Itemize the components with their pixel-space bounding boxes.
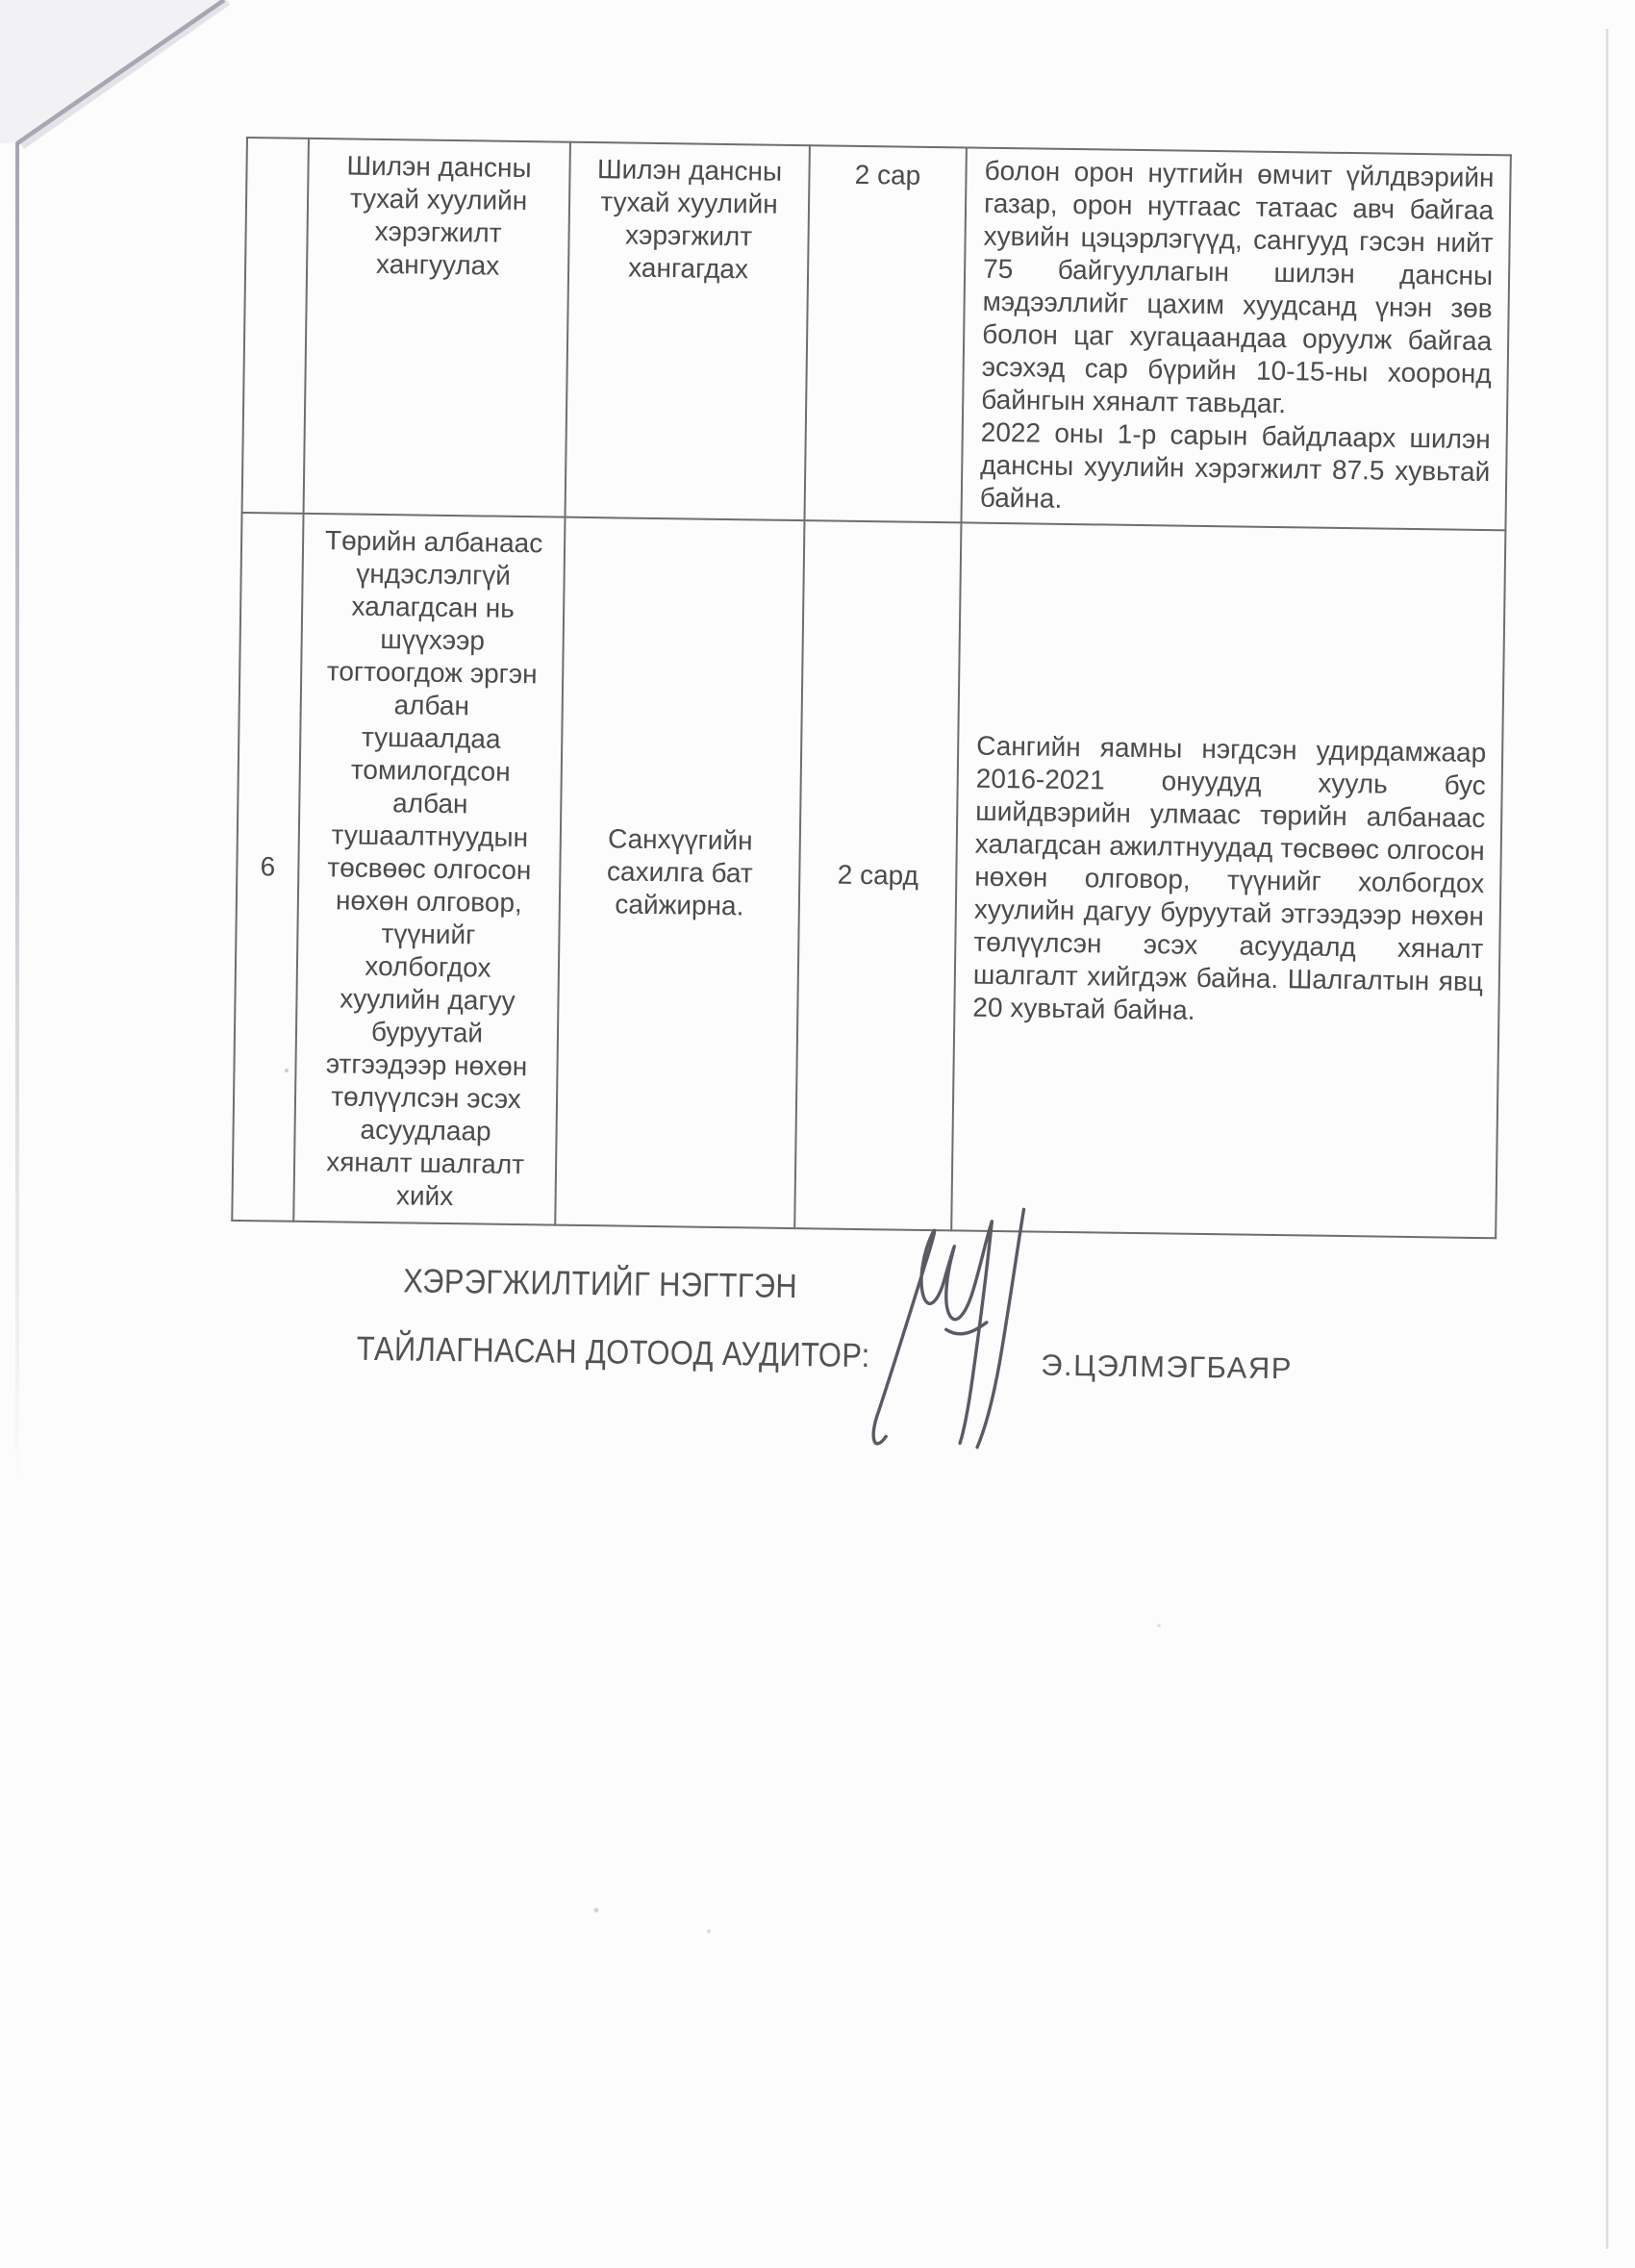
progress-paragraph-1: Сангийн яамны нэгдсэн удирдамжаар 2016-2021 онуудуд хууль бус шийдвэрийн улмаас төрийн албанаас халагдсан ажилтнуудад төсвөөс олгосон нөхөн олговор, түүнийг холбогдох хуулийн дагуу буруутай этгээдээр нөхөн төлүүлсэн эсэх асуудалд хяналт шалгалт хийгдэж байна. Шалгалтын явц 20 хувьтай байна. [972,730,1487,1025]
row-number-cell [242,138,309,514]
period-cell: 2 сар [804,145,966,522]
period-cell: 2 сард [794,520,961,1230]
footer-caption-line2: ТАЙЛАГНАСАН ДОТООД АУДИТОР: [356,1329,870,1375]
implementation-table [231,137,1512,1239]
expected-result-cell: Санхүүгийн сахилга бат сайжирна. [555,517,804,1228]
progress-paragraph-2: 2022 оны 1-р сарын байдлаарх шилэн дансны хуулийн хэрэгжилт 87.5 хувьтай байна. [979,416,1491,514]
footer-caption-line1: ХЭРЭГЖИЛТИЙГ НЭГТГЭН [403,1262,798,1306]
progress-cell [951,522,1505,1238]
signature-icon [868,1205,1047,1466]
table-row-continued [242,138,1511,530]
progress-paragraph-1: болон орон нутгийн өмчит үйлдвэрийн газар, орон нутгаас татаас авч байгаа хувийн цэцэрлэгүүд, сангууд гэсэн нийт 75 байгууллагын шилэн дансны мэдээллийг цахим хуудсанд үнэн зөв болон цаг хугацаандаа оруулж байгаа эсэхэд сар бүрийн 10-15-ны хооронд байнгын хяналт тавьдаг. [981,155,1495,419]
table-row-6 [232,513,1505,1238]
auditor-name: Э.ЦЭЛМЭГБАЯР [1041,1348,1294,1386]
task-cell: Шилэн дансны тухай хуулийн хэрэгжилт хангуулах [304,139,570,517]
expected-result-cell: Шилэн дансны тухай хуулийн хэрэгжилт хангагдах [566,142,810,520]
footer-caption [321,1246,879,1390]
task-cell: Төрийн албанаас үндэслэлгүй халагдсан нь шүүхээр тогтоогдож эргэн албан тушаалдаа томилогдсон албан тушаалтнуудын төсвөөс олгосон нөхөн олговор, түүнийг холбогдох хуулийн дагуу буруутай этгээдээр нөхөн төлүүлсэн эсэх асуудлаар хяналт шалгалт хийх [293,514,565,1225]
progress-cell [961,147,1510,530]
row-number-cell: 6 [232,513,303,1222]
